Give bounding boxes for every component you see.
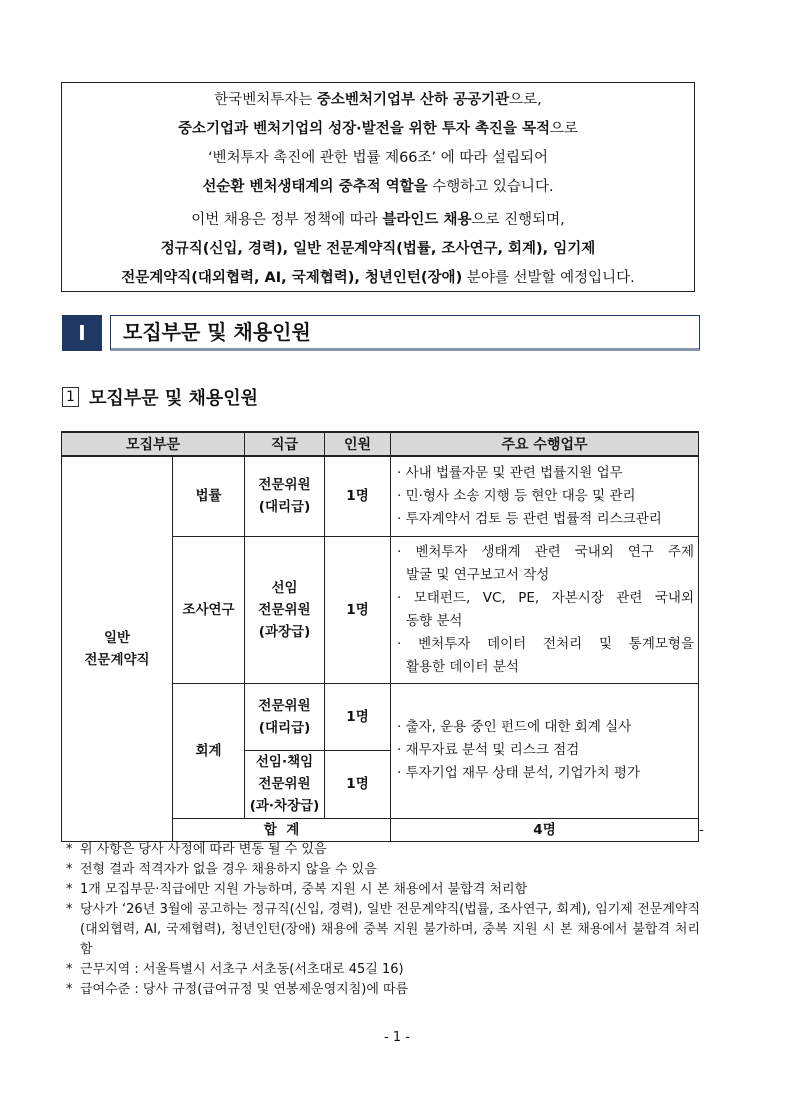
intro-line-4 xyxy=(62,173,694,202)
duties-cell xyxy=(391,456,699,536)
intro-text: 으로 xyxy=(549,121,578,137)
intro-line-5 xyxy=(62,206,694,235)
total-label: 합 계 xyxy=(173,818,391,841)
intro-line-6 xyxy=(62,235,694,264)
duty-item: · 출자, 운용 중인 펀드에 대한 회계 실사 xyxy=(397,719,632,735)
duty-item: · 재무자료 분석 및 리스크 점검 xyxy=(397,742,580,758)
note-text: 근무지역 : 서울특별시 서초구 서초동(서초대로 45길 16) xyxy=(80,962,404,977)
note-marker: * xyxy=(66,962,73,977)
intro-line-1 xyxy=(62,86,694,115)
intro-text: 한국벤처투자는 xyxy=(214,92,317,108)
note-text: 위 사항은 당사 사정에 따라 변동 될 수 있음 xyxy=(80,842,327,857)
section-number: Ⅰ xyxy=(62,315,102,351)
note-marker: * xyxy=(66,882,73,897)
intro-bold: 전문계약직(대외협력, AI, 국제협력), 청년인턴(장애) xyxy=(121,270,463,286)
note-text: 급여수준 : 당사 규정(급여규정 및 연봉제운영지침)에 따름 xyxy=(80,982,409,997)
subsection-heading xyxy=(62,384,258,410)
note-marker: * xyxy=(66,902,73,917)
subsection-number: 1 xyxy=(62,387,79,407)
intro-bold: 중소기업과 벤처기업의 성장·발전을 위한 투자 촉진을 목적 xyxy=(178,121,550,137)
intro-line-3: ‘벤처투자 촉진에 관한 법률 제66조’ 에 따라 설립되어 xyxy=(207,150,549,166)
field-cell: 법률 xyxy=(173,456,245,536)
intro-box xyxy=(61,82,695,292)
header-division: 모집부문 xyxy=(62,432,245,456)
duty-item: · 모태펀드, VC, PE, 자본시장 관련 국내외 xyxy=(397,589,695,606)
note-marker: * xyxy=(66,862,73,877)
category-label: 일반 전문계약직 xyxy=(84,629,150,668)
intro-line-2 xyxy=(62,115,694,144)
note-item xyxy=(66,960,700,980)
note-text: 당사가 ‘26년 3월에 공고하는 정규직(신입, 경력), 일반 전문계약직(법률, 조사연구, 회계), 임기제 전문계약직(대외협력, AI, 국제협력), 청년인턴(장애) 채용에 중복 지원 불가하며, 중복 지원 시 본 채용에서 불합격 처리함 xyxy=(80,902,700,957)
duty-item: · 투자계약서 검토 등 관련 법률적 리스크관리 xyxy=(397,510,662,527)
header-count: 인원 xyxy=(325,432,391,456)
count-cell: 1명 xyxy=(325,750,391,818)
total-count: 4명 xyxy=(391,818,699,841)
recruitment-table xyxy=(61,431,704,842)
field-cell: 조사연구 xyxy=(173,536,245,683)
note-item xyxy=(66,980,700,1000)
duty-item: 발굴 및 연구보고서 작성 xyxy=(406,566,550,583)
duty-item: 동향 분석 xyxy=(406,612,463,629)
grade-cell: 전문위원 (대리급) xyxy=(245,683,325,750)
intro-line-7 xyxy=(62,264,694,293)
intro-bold: 정규직(신입, 경력), 일반 전문계약직(법률, 조사연구, 회계), 임기제 xyxy=(160,241,596,257)
table-total-row: 합 계 4명 - xyxy=(62,818,699,841)
section-heading xyxy=(62,315,700,351)
intro-text: 으로 진행되며, xyxy=(471,212,565,228)
grade-cell: 선임 전문위원 (과장급) xyxy=(245,536,325,683)
table-row-legal xyxy=(62,456,699,536)
header-grade: 직급 xyxy=(245,432,325,456)
field-cell: 회계 xyxy=(173,683,245,818)
table-header-row xyxy=(62,432,699,456)
note-text: 전형 결과 적격자가 없을 경우 채용하지 않을 수 있음 xyxy=(80,862,377,877)
intro-bold: 중소벤처기업부 산하 공공기관 xyxy=(316,92,510,108)
header-duties: 주요 수행업무 xyxy=(391,432,699,456)
category-cell xyxy=(62,456,173,841)
duty-item: · 사내 법률자문 및 관련 법률지원 업무 xyxy=(397,464,623,481)
count-cell: 1명 xyxy=(325,683,391,750)
duties-cell xyxy=(391,536,699,683)
note-marker: * xyxy=(66,982,73,997)
intro-bold: 블라인드 채용 xyxy=(382,212,472,228)
intro-text: 수행하고 있습니다. xyxy=(427,179,554,195)
section-title: 모집부문 및 채용인원 xyxy=(110,315,700,351)
notes-list xyxy=(66,840,700,1000)
count-cell: 1명 xyxy=(325,536,391,683)
note-item xyxy=(66,900,700,960)
duty-item: 활용한 데이터 분석 xyxy=(406,658,519,675)
grade-cell: 전문위원 (대리급) xyxy=(245,456,325,536)
subsection-title: 모집부문 및 채용인원 xyxy=(89,388,259,409)
note-item xyxy=(66,880,700,900)
note-item xyxy=(66,860,700,880)
intro-text: 으로, xyxy=(509,92,542,108)
duty-item: · 벤처투자 생태계 관련 국내외 연구 주제 xyxy=(397,543,695,560)
note-item xyxy=(66,840,700,860)
note-marker: * xyxy=(66,842,73,857)
note-text: 1개 모집부문·직급에만 지원 가능하며, 중복 지원 시 본 채용에서 불합격 처리함 xyxy=(80,882,528,897)
duty-item: · 민·형사 소송 지행 등 현안 대응 및 관리 xyxy=(397,487,636,504)
duty-item: · 투자기업 재무 상태 분석, 기업가치 평가 xyxy=(397,765,641,781)
intro-text: 분야를 선발할 예정입니다. xyxy=(462,270,635,286)
intro-text: 이번 채용은 정부 정책에 따라 xyxy=(191,212,383,228)
page-number: - 1 - xyxy=(384,1030,410,1045)
count-cell: 1명 xyxy=(325,456,391,536)
grade-cell: 선임·책임 전문위원 (과·차장급) xyxy=(245,750,325,818)
duties-cell xyxy=(391,683,699,818)
intro-bold: 선순환 벤처생태계의 중추적 역할을 xyxy=(202,179,428,195)
duty-item: · 벤처투자 데이터 전처리 및 통계모형을 xyxy=(397,635,695,652)
